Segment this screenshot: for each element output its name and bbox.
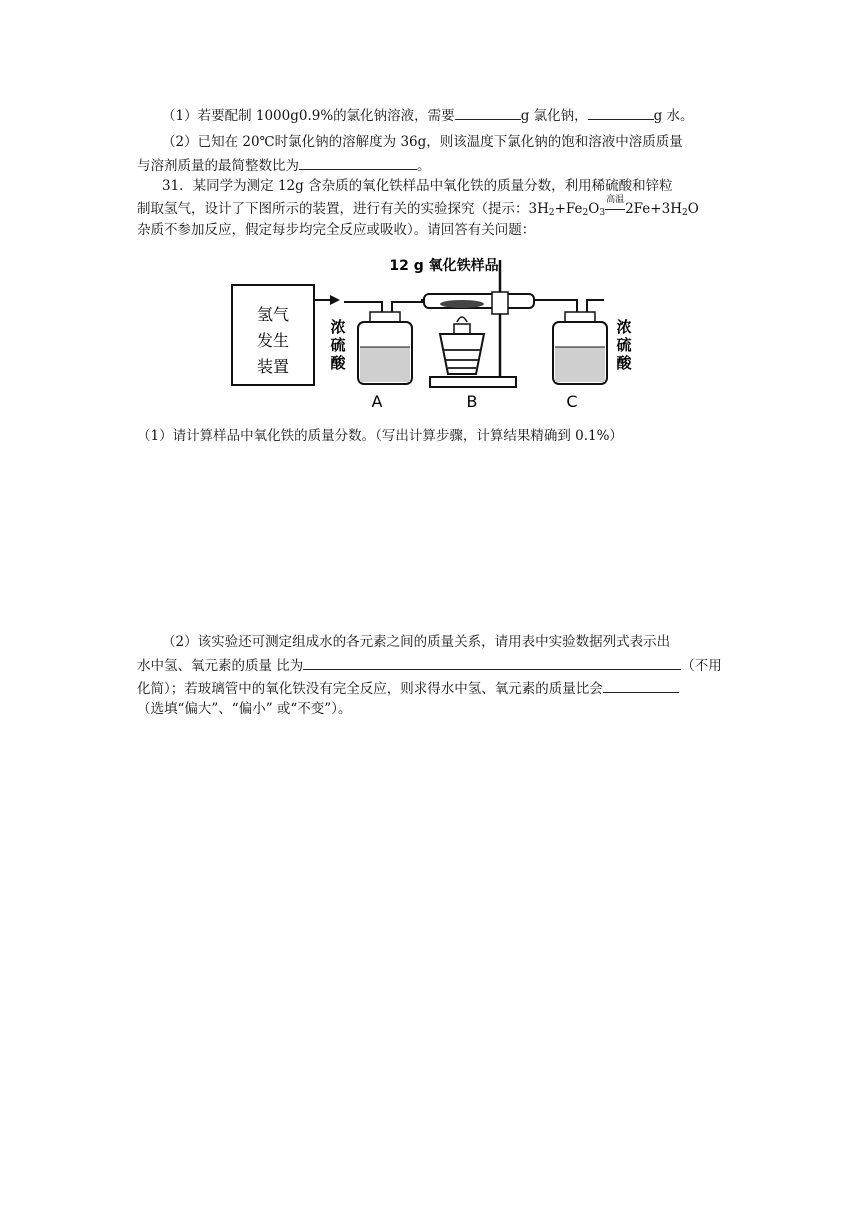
formula-part: 2Fe+3H [625,201,682,217]
flame [457,317,467,322]
q31-sub2-text: 水中氢、氧元素的质量 比为 [137,658,304,674]
answer-blank-water-mass[interactable] [588,105,654,120]
q31-sub2-text-b: （不用 [681,658,722,674]
acid-a-label-2: 硫 [330,336,346,354]
bottle-a-stopper [370,312,400,322]
q30-part2-line2 [137,155,431,176]
acid-a-label-3: 酸 [330,354,346,372]
answer-blank-effect[interactable] [603,678,679,693]
answer-space-calc[interactable] [137,450,727,620]
generator-label-1: 氢气 [256,305,290,324]
acid-c-label-3: 酸 [616,354,632,372]
q30-part2-text: 与溶剂质量的最简整数比为 [137,158,299,174]
formula-part: +Fe [554,201,583,217]
q30-part1-text: （1）若要配制 1000g0.9%的氯化钠溶液，需要 [162,108,455,124]
acid-a-label-1: 浓 [330,318,346,336]
label-c: C [566,392,578,411]
q31-line1: 31．某同学为测定 12g 含杂质的氧化铁样品中氧化铁的质量分数，利用稀硫酸和锌粒 [162,178,673,194]
generator-label-2: 发生 [256,331,290,350]
subscript: 2 [548,208,555,218]
acid-c-label-1: 浓 [616,318,632,336]
condition-text: 高温 [606,195,625,205]
bottle-c-outlet-tube [587,300,604,312]
label-b: B [466,392,478,411]
q31-line2-text: 制取氢气，设计了下图所示的装置，进行有关的实验探究（提示：3H [137,201,549,217]
bottle-a-acid [360,347,410,382]
subscript: 2 [681,208,688,218]
q30-part1-text-b: g 氯化钠， [520,108,588,124]
q31-sub2-line1: （2）该实验还可测定组成水的各元素之间的质量关系，请用表中实验数据列式表示出 [162,634,671,650]
answer-blank-h-o-ratio[interactable] [303,655,681,670]
q31-sub2-line3 [137,678,679,699]
acid-c-label-2: 硫 [616,336,632,354]
stand-base [430,377,516,387]
burner-head [454,324,470,334]
subscript: 2 [582,208,589,218]
sample-label: 12 g 氧化铁样品 [389,258,499,274]
flow-arrowhead [330,295,340,305]
iron-oxide-sample [440,300,484,308]
q30-part2-line1: （2）已知在 20℃时氯化钠的溶解度为 36g，则该温度下氯化钠的饱和溶液中溶质质量 [162,134,683,150]
formula-part: O [687,201,699,217]
q31-sub2-line4: （选填“偏大”、“偏小” 或“不变”）。 [137,701,352,717]
q31-sub2-text-c: 化简）；若玻璃管中的氧化铁没有完全反应，则求得水中氢、氧元素的质量比会 [137,681,603,697]
q31-sub2-line2 [137,655,722,676]
q30-part1-text-c: g 水。 [653,108,694,124]
reaction-condition [605,195,625,219]
label-a: A [371,392,383,411]
answer-blank-nacl-mass[interactable] [455,105,521,120]
subscript: 3 [599,208,606,218]
bottle-c-acid [555,347,605,382]
formula-part: O [588,201,600,217]
generator-label-3: 装置 [256,357,290,376]
q30-part1 [162,105,694,126]
bottle-c-stopper [565,312,595,322]
q31-line3: 杂质不参加反应，假定每步均完全反应或吸收）。请回答有关问题： [137,222,536,238]
answer-blank-ratio[interactable] [299,155,417,170]
apparatus-diagram [222,252,642,417]
q30-part2-end: 。 [417,158,431,174]
q31-sub1: （1）请计算样品中氧化铁的质量分数。（写出计算步骤，计算结果精确到 0.1%） [137,428,623,444]
clamp [492,292,508,314]
